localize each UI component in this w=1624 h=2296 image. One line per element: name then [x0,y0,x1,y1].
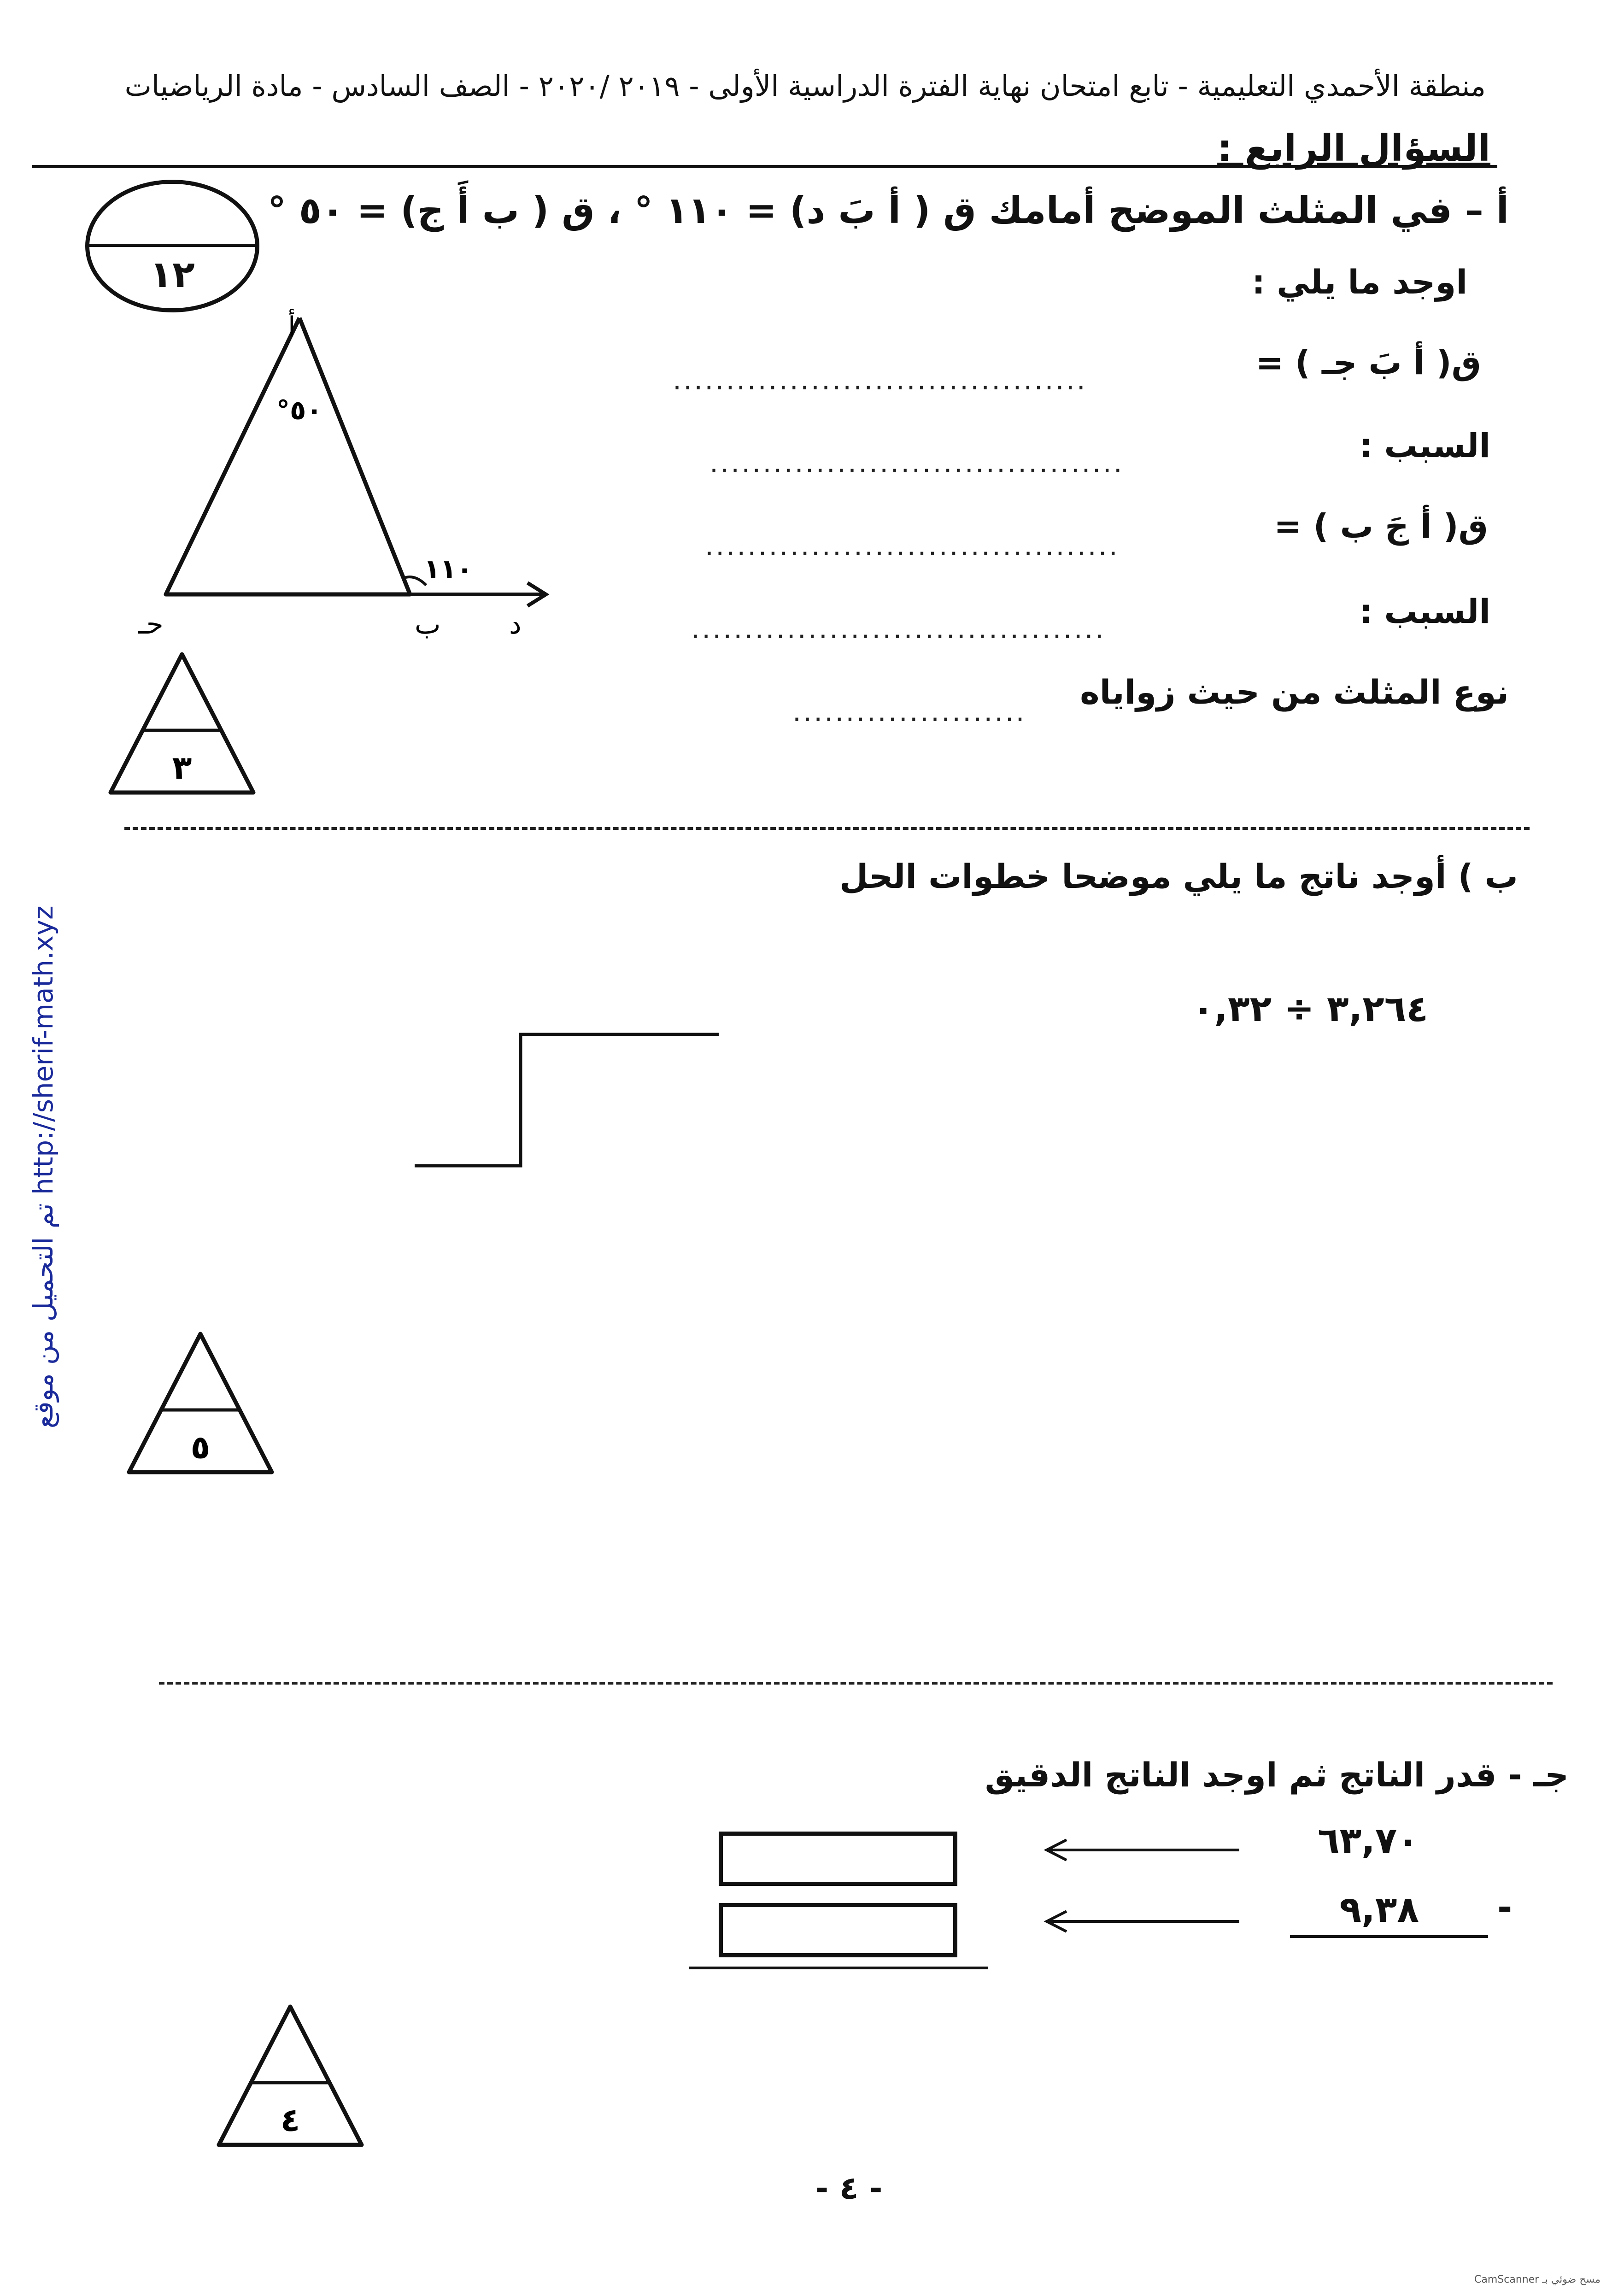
separator-1 [124,827,1530,830]
site-watermark: تم التحميل من موقع http://sherif-math.xyz [28,905,59,1428]
separator-2 [159,1682,1553,1685]
arrow-left-1 [1041,1836,1244,1864]
part-b-statement: ب ) أوجد ناتج ما يلي موضحا خطوات الحل [839,857,1518,896]
answer-line-type[interactable]: ...................... [792,696,1026,728]
score-circle-value: ١٢ [150,253,195,296]
part-a-reason1: السبب : [1359,426,1490,465]
vertex-c-label: حـ [138,608,164,640]
angle-top-label: °٥٠ [276,394,322,426]
score-triangle-c [212,2000,369,2152]
angle-ext-label: ١١٠ [424,553,473,585]
exam-header: منطقة الأحمدي التعليمية - تابع امتحان نهاية الفترة الدراسية الأولى - ٢٠١٩ /٢٠٢٠ - الصف السادس - مادة الرياضيات [124,69,1486,103]
score-triangle-b [122,1327,279,1479]
score-b-value: ٥ [190,1428,211,1466]
part-a-q2: ق( أ جَ ب ) = [1274,507,1488,546]
part-c-num1: ٦٣,٧٠ [1317,1820,1419,1861]
part-a-type: نوع المثلث من حيث زواياه [1080,673,1509,711]
part-a-statement: أ – في المثلث الموضح أمامك ق ( أ بَ د) = ١١٠ ° ، ق ( ب أَ ج) = ٥٠ ° [267,189,1509,232]
answer-line-reason1[interactable]: ....................................... [709,447,1124,479]
triangle-outline [166,318,410,594]
score-a-value: ٣ [172,749,192,787]
estimate-box-2[interactable] [719,1903,957,1957]
answer-line-q2[interactable]: ....................................... [705,530,1120,562]
triangle-figure [138,309,553,650]
estimate-sum-rule [689,1967,988,1969]
part-c-sum-rule [1290,1935,1488,1938]
part-a-reason2: السبب : [1359,592,1490,631]
part-c-statement: جـ - قدر الناتج ثم اوجد الناتج الدقيق [985,1756,1569,1794]
answer-line-reason2[interactable]: ....................................... [691,613,1106,645]
answer-line-q1[interactable]: ....................................... [673,364,1087,396]
division-bracket[interactable] [410,1028,723,1180]
part-c-operator: - [1497,1887,1513,1928]
vertex-d-label: د [509,608,522,640]
question-title: السؤال الرابع : [1217,127,1490,170]
vertex-a-label: أ [288,311,296,343]
vertex-b-label: ب [415,608,441,640]
part-a-q1: ق( أ بَ جـ ) = [1255,343,1481,382]
page-number: - ٤ - [815,2170,883,2207]
score-triangle-a [104,647,260,799]
arrow-left-2 [1041,1908,1244,1935]
part-c-num2: ٩,٣٨ [1339,1889,1419,1931]
part-a-find: اوجد ما يلي : [1252,263,1467,301]
part-b-expression: ٣,٢٦٤ ÷ ٠,٣٢ [1192,988,1428,1030]
estimate-box-1[interactable] [719,1832,957,1886]
header-rule [32,165,1497,168]
score-circle [85,180,259,312]
score-c-value: ٤ [280,2101,300,2139]
scanner-stamp: CamScanner مسح ضوئي بـ [1474,2274,1601,2285]
